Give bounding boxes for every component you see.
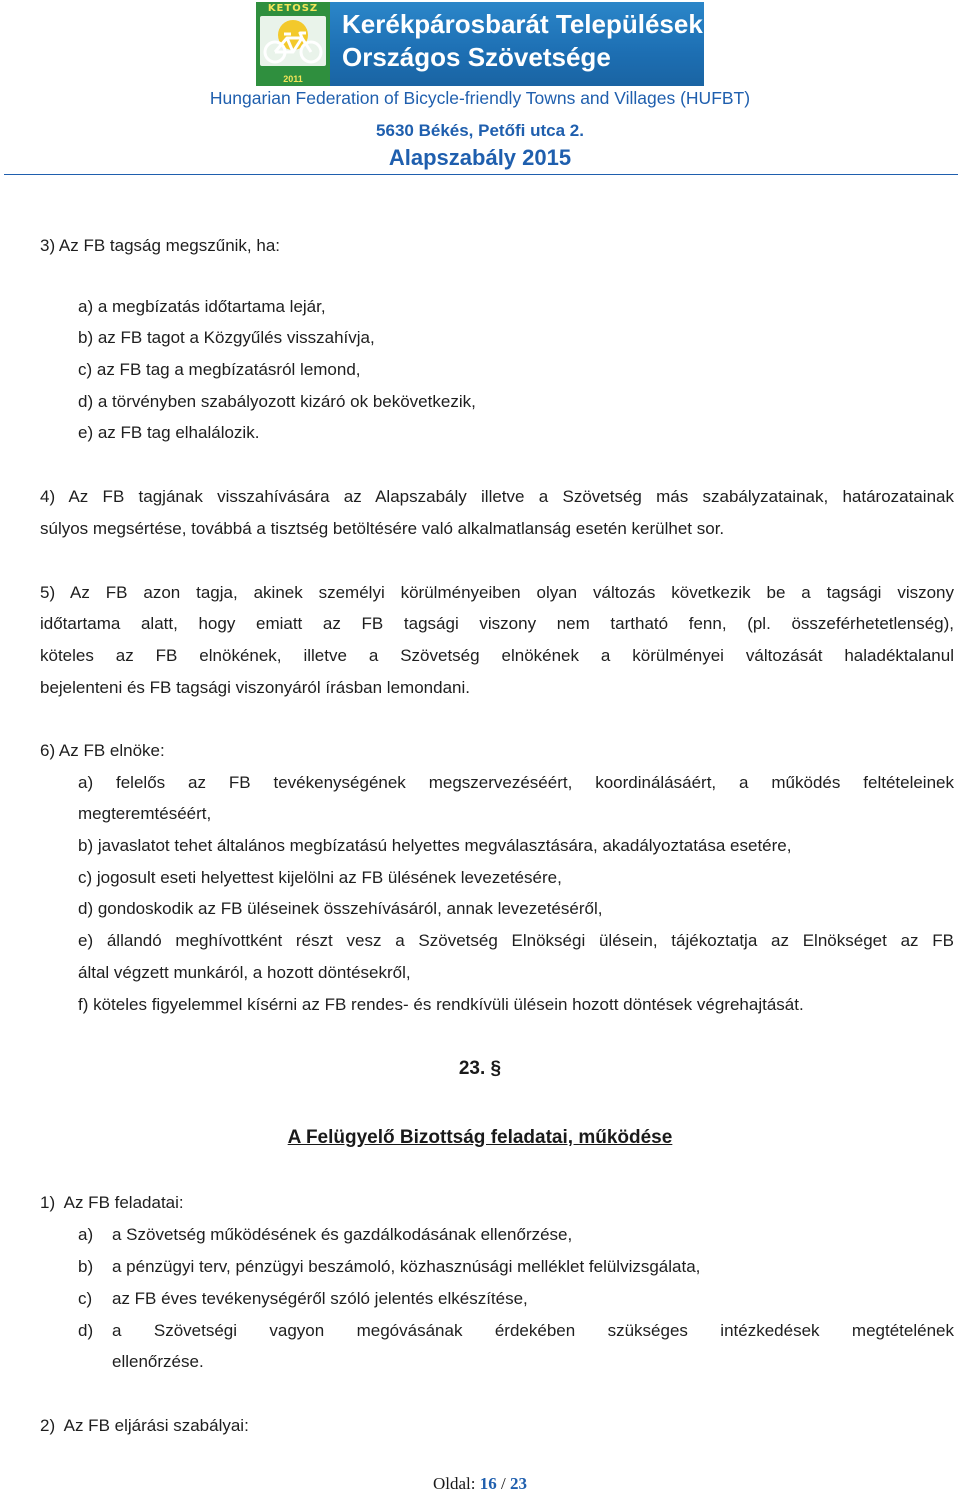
p5-line-3: köteles az FB elnökének, illetve a Szövetség elnökének a körülményei változását haladéktalanul — [40, 646, 954, 665]
s2-heading: 2) Az FB eljárási szabályai: — [40, 1416, 249, 1435]
p6-item-f: f) köteles figyelemmel kísérni az FB rendes- és rendkívüli ülésein hozott döntések végrehajtását. — [78, 995, 804, 1014]
logo-badge — [256, 2, 330, 86]
s1-heading: 1) Az FB feladatai: — [40, 1193, 184, 1212]
p3-item-d: d) a törvényben szabályozott kizáró ok bekövetkezik, — [78, 392, 476, 411]
p6-item-e-line-2: által végzett munkáról, a hozott döntésekről, — [78, 963, 411, 982]
logo-line-1: Kerékpárosbarát Települések — [342, 9, 703, 39]
section-title: A Felügyelő Bizottság feladatai, működése — [287, 1127, 673, 1148]
p4-line-2: súlyos megsértése, továbbá a tisztség betöltésére való alkalmatlanság esetén kerülhet sor. — [40, 519, 725, 538]
page-separator: / — [496, 1474, 510, 1493]
document-title: Alapszabály 2015 — [388, 145, 572, 170]
p6-item-a-line-1: a) felelős az FB tevékenységének megszervezéséért, koordinálásáért, a működés feltételeinek — [78, 773, 954, 792]
p3-heading: 3) Az FB tagság megszűnik, ha: — [40, 236, 281, 255]
p6-item-a-line-2: megteremtéséért, — [78, 804, 212, 823]
page-number: 16 — [479, 1474, 497, 1493]
p6-item-d: d) gondoskodik az FB üléseinek összehívásáról, annak levezetéséről, — [78, 899, 603, 918]
p5-line-2: időtartama alatt, hogy emiatt az FB tagsági viszony nem tartható fenn, (pl. összeférhetetlenség), — [40, 614, 954, 633]
p6-item-e-line-1: e) állandó meghívottként részt vesz a Szövetség Elnökségi ülésein, tájékoztatja az Elnökséget az FB — [78, 931, 954, 950]
bicycle-icon — [262, 30, 324, 64]
section-number: 23. § — [458, 1058, 502, 1079]
s1-item-d-mark: d) — [78, 1321, 94, 1340]
p3-item-c: c) az FB tag a megbízatásról lemond, — [78, 360, 361, 379]
s1-item-d-continuation: ellenőrzése. — [112, 1352, 204, 1371]
p3-item-a: a) a megbízatás időtartama lejár, — [78, 297, 326, 316]
header-divider — [4, 174, 958, 175]
p6-item-c: c) jogosult eseti helyettest kijelölni az FB ülésének levezetésére, — [78, 868, 562, 887]
s1-item-a-text: a Szövetség működésének és gazdálkodásának ellenőrzése, — [112, 1225, 573, 1244]
logo-badge-text: KETOSZ — [267, 3, 319, 14]
s1-item-c-mark: c) — [78, 1289, 93, 1308]
p6-heading: 6) Az FB elnöke: — [40, 741, 165, 760]
logo-line-2: Országos Szövetsége — [342, 42, 611, 72]
s1-item-c-text: az FB éves tevékenységéről szóló jelentés elkészítése, — [112, 1289, 528, 1308]
federation-logo — [256, 2, 704, 86]
english-organization-name: Hungarian Federation of Bicycle-friendly Towns and Villages (HUFBT) — [209, 88, 751, 108]
s1-item-a-mark: a) — [78, 1225, 94, 1244]
p6-item-b: b) javaslatot tehet általános megbízatású helyettes megválasztására, akadályoztatása esetére, — [78, 836, 792, 855]
p5-line-1: 5) Az FB azon tagja, akinek személyi körülményeiben olyan változás következik be a tagsági viszony — [40, 583, 954, 602]
logo-badge-year: 2011 — [283, 74, 303, 84]
page-footer — [0, 1474, 960, 1494]
p3-item-b: b) az FB tagot a Közgyűlés visszahívja, — [78, 328, 375, 347]
s1-item-b-text: a pénzügyi terv, pénzügyi beszámoló, közhasznúsági melléklet felülvizsgálata, — [112, 1257, 701, 1276]
logo-banner — [330, 2, 704, 86]
p3-item-e: e) az FB tag elhalálozik. — [78, 423, 260, 442]
s1-item-b-mark: b) — [78, 1257, 94, 1276]
page-total: 23 — [509, 1474, 527, 1493]
page-label: Oldal: — [433, 1474, 480, 1493]
s1-item-d-text: a Szövetségi vagyon megóvásának érdekében szükséges intézkedések megtételének — [112, 1321, 954, 1340]
organization-address: 5630 Békés, Petőfi utca 2. — [376, 121, 584, 140]
p4-line-1: 4) Az FB tagjának visszahívására az Alapszabály illetve a Szövetség más szabályzatainak, határozatainak — [40, 487, 954, 506]
p5-line-4: bejelenteni és FB tagsági viszonyáról írásban lemondani. — [40, 678, 470, 697]
